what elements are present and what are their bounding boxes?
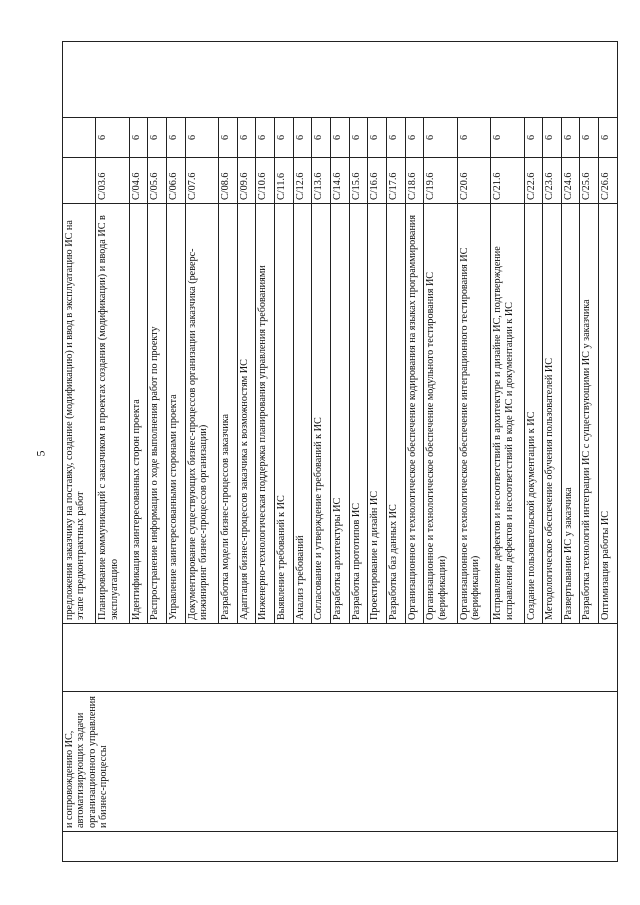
function-name-cell: Инженерно-технологическая поддержка планирования управления требованиями: [256, 204, 275, 624]
function-code-cell: C/23.6: [543, 158, 562, 204]
function-code-cell: C/19.6: [424, 158, 457, 204]
function-name-cell: Планирование коммуникаций с заказчиком в проектах создания (модификации) и ввода ИС в эксплуатацию: [96, 204, 129, 624]
qualification-level-cell: 6: [368, 118, 387, 158]
qualification-level-cell: 6: [599, 118, 618, 158]
function-name-cell: Проектирование и дизайн ИС: [368, 204, 387, 624]
function-code-cell: C/03.6: [96, 158, 129, 204]
qualification-level-cell: 6: [312, 118, 331, 158]
function-name-cell: Развертывание ИС у заказчика: [561, 204, 580, 624]
function-code-cell: C/24.6: [561, 158, 580, 204]
function-code-cell: C/17.6: [386, 158, 405, 204]
function-code-cell: C/20.6: [457, 158, 490, 204]
level-group-cell: [63, 624, 618, 692]
function-name-cell: Организационное и технологическое обеспечение модульного тестирования ИС (верификации): [424, 204, 457, 624]
qualification-level-cell: 6: [96, 118, 129, 158]
function-code-cell: C/07.6: [185, 158, 218, 204]
qualification-level-cell: 6: [405, 118, 424, 158]
function-code-cell: C/04.6: [129, 158, 148, 204]
function-code-cell: C/10.6: [256, 158, 275, 204]
blank-column-cell: [63, 832, 618, 862]
function-name-cell: Организационное и технологическое обеспечение интеграционного тестирования ИС (верификации): [457, 204, 490, 624]
function-code-cell: C/18.6: [405, 158, 424, 204]
function-name-cell: Распространение информации о ходе выполнения работ по проекту: [148, 204, 167, 624]
qualification-level-cell: 6: [148, 118, 167, 158]
function-name-cell: Согласование и утверждение требований к ИС: [312, 204, 331, 624]
qualification-level-cell: 6: [491, 118, 524, 158]
labor-functions-table: [62, 41, 618, 862]
qualification-level-cell: 6: [580, 118, 599, 158]
qualification-level-cell: 6: [275, 118, 294, 158]
qualification-level-cell: 6: [349, 118, 368, 158]
function-name-cell: Исправление дефектов и несоответствий в архитектуре и дизайне ИС, подтверждение исправления дефектов и несоответствий в коде ИС и документации к ИС: [491, 204, 524, 624]
function-code-cell: C/14.6: [331, 158, 350, 204]
function-name-cell: Методологическое обеспечение обучения пользователей ИС: [543, 204, 562, 624]
qualification-level-cell: 6: [386, 118, 405, 158]
function-name-cell: Адаптация бизнес-процессов заказчика к возможностям ИС: [237, 204, 256, 624]
function-code-cell: C/13.6: [312, 158, 331, 204]
function-code-cell: C/21.6: [491, 158, 524, 204]
function-name-cell: Управление заинтересованными сторонами проекта: [167, 204, 186, 624]
function-name-cell: Оптимизация работы ИС: [599, 204, 618, 624]
function-name-cell: Организационное и технологическое обеспечение кодирования на языках программирования: [405, 204, 424, 624]
function-name-cell: предложения заказчику на поставку, создание (модификацию) и ввод в эксплуатацию ИС на этапе предконтрактных работ: [63, 204, 96, 624]
table-body: [63, 42, 618, 862]
function-code-cell: C/15.6: [349, 158, 368, 204]
page-number: 5: [33, 450, 48, 457]
function-name-cell: Разработка баз данных ИС: [386, 204, 405, 624]
function-code-cell: [63, 158, 96, 204]
qualification-level-cell: 6: [331, 118, 350, 158]
qualification-level-cell: 6: [561, 118, 580, 158]
qualification-level-cell: 6: [256, 118, 275, 158]
function-name-cell: Анализ требований: [293, 204, 312, 624]
function-name-cell: Разработка архитектуры ИС: [331, 204, 350, 624]
function-code-cell: C/08.6: [219, 158, 238, 204]
qualification-level-cell: 6: [185, 118, 218, 158]
function-name-cell: Разработка технологий интеграции ИС с существующими ИС у заказчика: [580, 204, 599, 624]
function-name-cell: Создание пользовательской документации к ИС: [524, 204, 543, 624]
function-name-cell: Идентификация заинтересованных сторон проекта: [129, 204, 148, 624]
qualification-level-cell: 6: [543, 118, 562, 158]
table-row: [63, 42, 96, 862]
function-name-cell: Документирование существующих бизнес-процессов организации заказчика (реверс-инжиниринг бизнес-процессов организации): [185, 204, 218, 624]
function-name-cell: Разработка прототипов ИС: [349, 204, 368, 624]
function-code-cell: C/25.6: [580, 158, 599, 204]
qualification-level-cell: 6: [219, 118, 238, 158]
qualification-level-cell: 6: [129, 118, 148, 158]
qualification-level-cell: 6: [424, 118, 457, 158]
function-code-cell: C/06.6: [167, 158, 186, 204]
trailing-empty-cell: [63, 42, 618, 118]
function-code-cell: C/22.6: [524, 158, 543, 204]
qualification-level-cell: 6: [237, 118, 256, 158]
function-code-cell: C/09.6: [237, 158, 256, 204]
qualification-level-cell: [63, 118, 96, 158]
rotated-table-container: [62, 42, 618, 862]
qualification-level-cell: 6: [293, 118, 312, 158]
function-code-cell: C/12.6: [293, 158, 312, 204]
qualification-level-cell: 6: [524, 118, 543, 158]
function-name-cell: Разработка модели бизнес-процессов заказчика: [219, 204, 238, 624]
qualification-level-cell: 6: [167, 118, 186, 158]
function-group-cell: и сопровождению ИС, автоматизирующих задачи организационного управления и бизнес-процессы: [63, 692, 618, 832]
function-code-cell: C/16.6: [368, 158, 387, 204]
function-name-cell: Выявление требований к ИС: [275, 204, 294, 624]
function-code-cell: C/05.6: [148, 158, 167, 204]
function-code-cell: C/26.6: [599, 158, 618, 204]
function-code-cell: C/11.6: [275, 158, 294, 204]
qualification-level-cell: 6: [457, 118, 490, 158]
